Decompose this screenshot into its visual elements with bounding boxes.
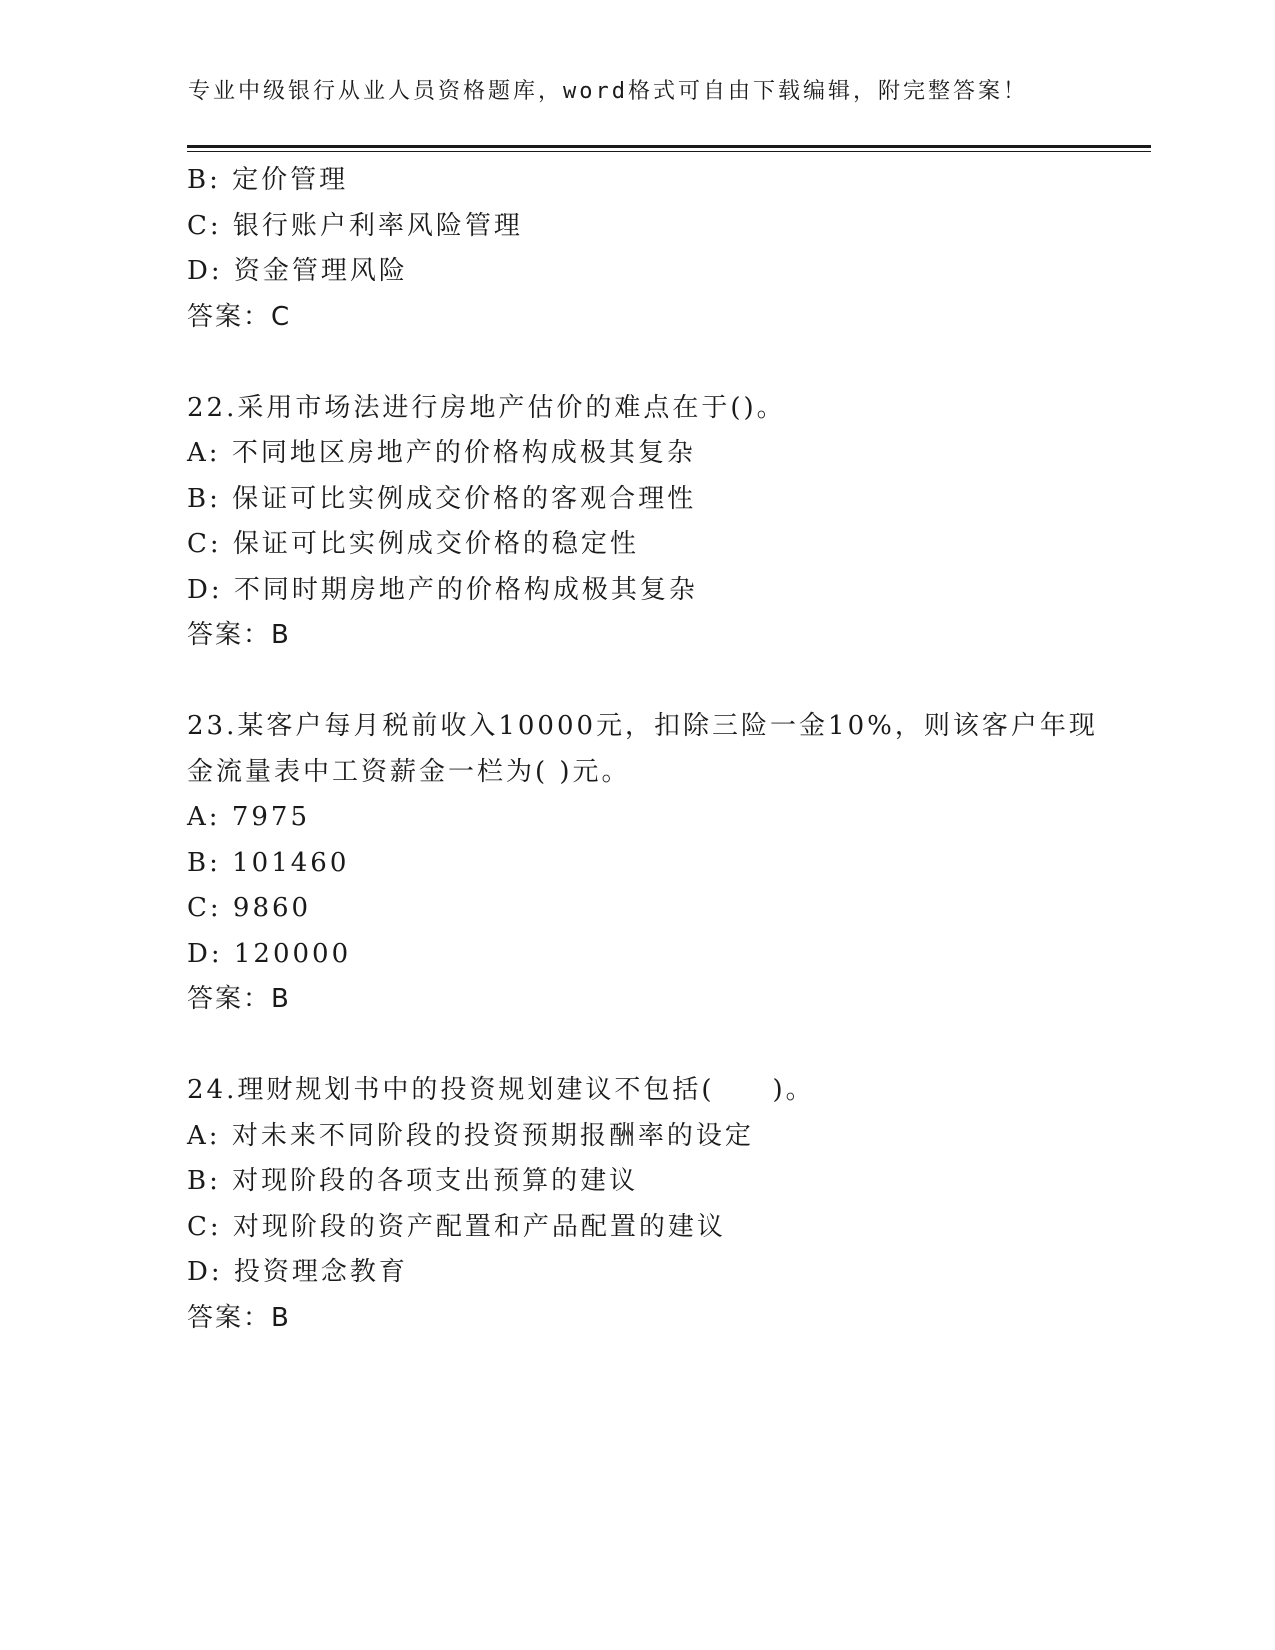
option-line bbox=[187, 249, 1117, 295]
question-list bbox=[187, 158, 1117, 1341]
option-label: C: bbox=[187, 210, 222, 241]
header-rule-thick bbox=[187, 145, 1151, 148]
option-line bbox=[187, 886, 1117, 932]
option-label: B: bbox=[187, 165, 221, 195]
option-label: B: bbox=[187, 847, 221, 878]
option-line bbox=[187, 1250, 1117, 1296]
question-stem: 23.某客户每月税前收入10000元，扣除三险一金10%，则该客户年现 bbox=[187, 711, 1098, 741]
option-text: 银行账户利率风险管理 bbox=[232, 210, 523, 241]
option-label: C: bbox=[187, 529, 222, 559]
option-line bbox=[187, 1205, 1117, 1251]
option-line bbox=[187, 841, 1117, 887]
option-text: 资金管理风险 bbox=[233, 256, 408, 286]
option-label: A: bbox=[187, 802, 221, 832]
answer-line: 答案：B bbox=[187, 620, 291, 650]
question-gap bbox=[187, 1023, 1117, 1069]
option-label: D: bbox=[187, 574, 223, 605]
option-label: A: bbox=[187, 1120, 221, 1151]
option-line bbox=[187, 1159, 1117, 1205]
option-line bbox=[187, 158, 1117, 204]
option-text: 9860 bbox=[232, 893, 312, 923]
option-line bbox=[187, 522, 1117, 568]
option-text: 对现阶段的各项支出预算的建议 bbox=[232, 1166, 639, 1196]
option-line bbox=[187, 204, 1117, 250]
option-text: 定价管理 bbox=[232, 165, 349, 195]
option-text: 101460 bbox=[232, 847, 350, 878]
answer-line: 答案：B bbox=[187, 984, 291, 1014]
option-text: 对未来不同阶段的投资预期报酬率的设定 bbox=[231, 1120, 754, 1151]
question-gap bbox=[187, 340, 1117, 386]
option-text: 120000 bbox=[233, 938, 352, 969]
option-label: D: bbox=[187, 938, 223, 969]
question-stem-continued: 金流量表中工资薪金一栏为( )元。 bbox=[187, 756, 631, 787]
option-line bbox=[187, 568, 1117, 614]
option-text: 投资理念教育 bbox=[233, 1257, 408, 1287]
option-text: 保证可比实例成交价格的稳定性 bbox=[232, 529, 639, 559]
option-line bbox=[187, 431, 1117, 477]
option-line bbox=[187, 932, 1117, 978]
option-label: B: bbox=[187, 1166, 221, 1196]
question-stem: 24.理财规划书中的投资规划建议不包括( )。 bbox=[187, 1075, 815, 1105]
option-text: 对现阶段的资产配置和产品配置的建议 bbox=[232, 1211, 726, 1242]
option-label: C: bbox=[187, 1211, 222, 1242]
option-label: A: bbox=[187, 438, 221, 468]
option-label: C: bbox=[187, 893, 222, 923]
page-header: 专业中级银行从业人员资格题库，word格式可自由下载编辑，附完整答案！ bbox=[188, 79, 1028, 104]
option-label: D: bbox=[187, 256, 223, 286]
option-label: D: bbox=[187, 1257, 223, 1287]
option-text: 不同地区房地产的价格构成极其复杂 bbox=[231, 438, 696, 468]
question-stem: 22.采用市场法进行房地产估价的难点在于()。 bbox=[187, 392, 786, 423]
answer-line: 答案：B bbox=[187, 1302, 291, 1333]
answer-line: 答案：C bbox=[187, 301, 292, 332]
question-gap bbox=[187, 659, 1117, 705]
option-line bbox=[187, 795, 1117, 841]
option-text: 7975 bbox=[231, 802, 310, 832]
option-text: 保证可比实例成交价格的客观合理性 bbox=[232, 483, 697, 514]
header-rule-thin bbox=[187, 151, 1151, 152]
option-line bbox=[187, 477, 1117, 523]
option-line bbox=[187, 1114, 1117, 1160]
option-text: 不同时期房地产的价格构成极其复杂 bbox=[233, 574, 698, 605]
option-label: B: bbox=[187, 483, 221, 514]
